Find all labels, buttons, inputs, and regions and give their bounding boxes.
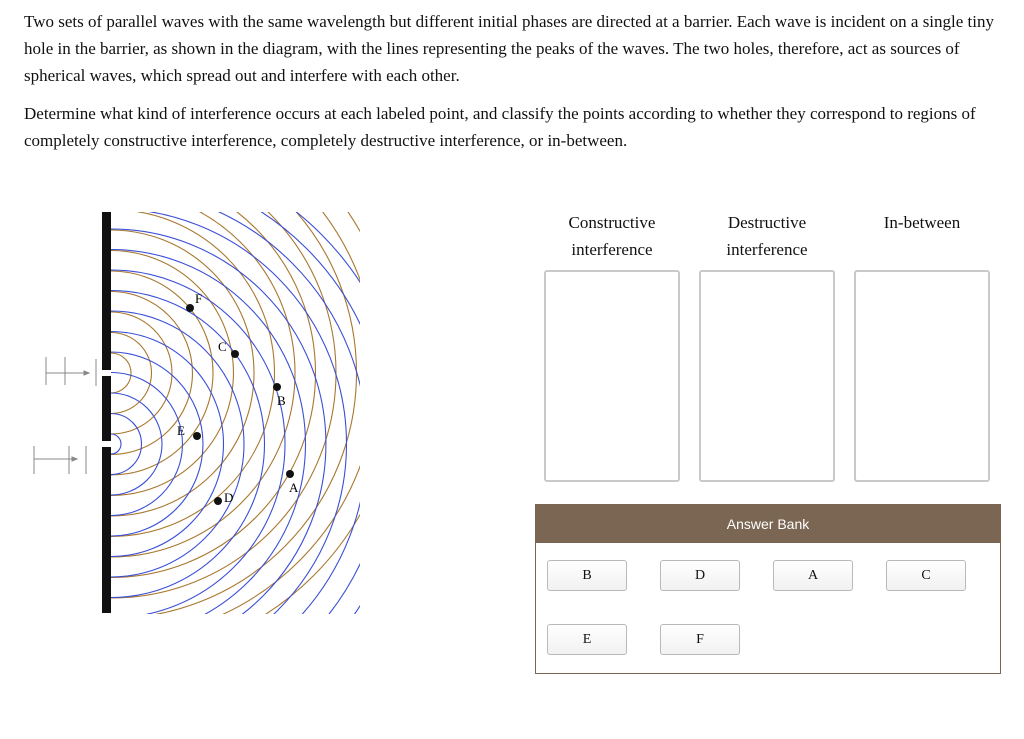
point-d-label: D [224, 490, 234, 505]
answer-chip-e[interactable]: E [547, 624, 627, 655]
answer-chip-d[interactable]: D [660, 560, 740, 591]
point-b-marker [273, 383, 286, 408]
answer-chip-c[interactable]: C [886, 560, 966, 591]
question-paragraph-2: Determine what kind of interference occurs at each labeled point, and classify the points according to whether they correspond to regions of completely constructive interference, completely destructive interference, or in-between. [24, 104, 976, 150]
lower-wavefront-6 [111, 332, 224, 557]
answer-chip-a[interactable]: A [773, 560, 853, 591]
barrier-top [102, 212, 111, 370]
point-e-marker [177, 423, 201, 440]
category-header-destructive: Destructive interference [726, 213, 808, 259]
lower-wavefront-3 [111, 393, 162, 495]
drop-zone-constructive[interactable] [544, 270, 680, 482]
point-a-label: A [289, 480, 299, 495]
lower-wavefront-8 [111, 291, 265, 598]
point-f-label: F [195, 291, 203, 306]
interference-diagram [20, 200, 360, 620]
point-c-marker [218, 339, 239, 358]
incident-wave-lower-icon [34, 446, 86, 474]
answer-chip-b[interactable]: B [547, 560, 627, 591]
drop-zone-in-between[interactable] [854, 270, 990, 482]
answer-bank-title: Answer Bank [536, 505, 1000, 543]
point-b-label: B [277, 393, 286, 408]
point-c-label: C [218, 339, 227, 354]
answer-chip-f[interactable]: F [660, 624, 740, 655]
point-d-marker [214, 490, 233, 505]
category-header-in-between: In-between [883, 213, 961, 232]
point-a-marker [286, 470, 299, 495]
upper-wavefront-11 [111, 200, 336, 598]
question-text [24, 8, 1014, 165]
category-header-constructive: Constructive interference [568, 213, 656, 259]
point-e-label: E [177, 423, 185, 438]
barrier-bottom [102, 447, 111, 613]
lower-source-wavefronts [111, 200, 360, 620]
lower-wavefront-1 [111, 434, 121, 454]
barrier-middle [102, 376, 111, 441]
question-paragraph-1: Two sets of parallel waves with the same wavelength but different initial phases are directed at a barrier. Each wave is incident on a single tiny hole in the barrier, as shown in the diagram, with the lines representing the peaks of the waves. The two holes, therefore, act as sources of spherical waves, which spread out and interfere with each other. [24, 12, 994, 85]
answer-bank [535, 504, 1001, 674]
drop-zone-destructive[interactable] [699, 270, 835, 482]
point-f-marker [186, 291, 202, 312]
lower-wavefront-2 [111, 414, 141, 475]
incident-wave-upper-icon [46, 357, 96, 386]
